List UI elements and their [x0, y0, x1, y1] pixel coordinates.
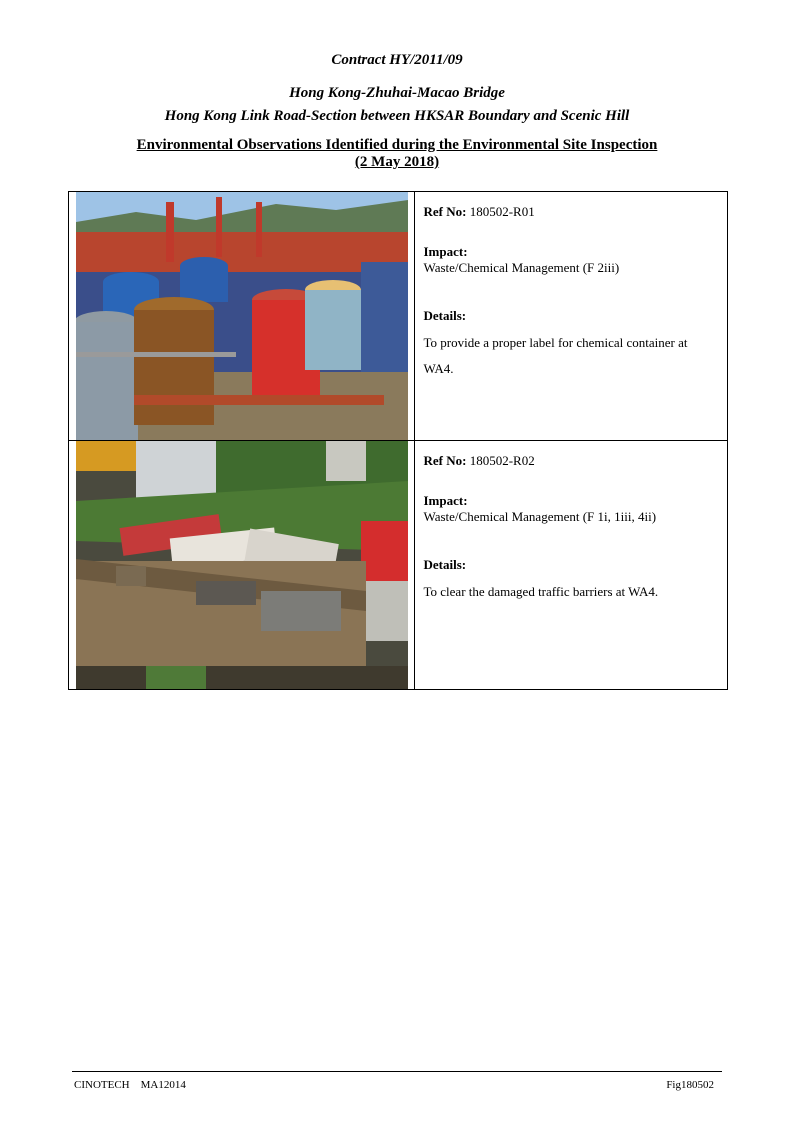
- project-heading: Hong Kong-Zhuhai-Macao Bridge: [289, 85, 505, 101]
- photo-cell: [69, 192, 415, 441]
- observation-details-cell: [415, 441, 728, 690]
- document-title-line1: Environmental Observations Identified during the Environmental Site Inspection: [136, 137, 658, 153]
- impact-label: Impact:: [423, 493, 468, 508]
- chemical-drums-photo: [76, 192, 408, 440]
- damaged-traffic-barriers-photo: [76, 441, 408, 689]
- observation-row: [69, 441, 728, 690]
- contract-heading: Contract HY/2011/09: [331, 52, 463, 68]
- footer-divider: [72, 1071, 722, 1072]
- details-value: To provide a proper label for chemical container at WA4.: [423, 335, 688, 376]
- observation-details-cell: [415, 192, 728, 441]
- ref-line: [423, 453, 719, 469]
- details-label: Details:: [423, 308, 467, 323]
- impact-value: Waste/Chemical Management (F 1i, 1iii, 4ii): [423, 509, 657, 524]
- section-heading: Hong Kong Link Road-Section between HKSAR Boundary and Scenic Hill: [164, 108, 630, 124]
- footer-figure-number: Fig180502: [666, 1079, 714, 1091]
- details-value: To clear the damaged traffic barriers at WA4.: [423, 584, 659, 599]
- footer-company-ref: CINOTECH MA12014: [74, 1079, 186, 1091]
- photo-cell: [69, 441, 415, 690]
- ref-line: [423, 204, 719, 220]
- observation-row: [69, 192, 728, 441]
- impact-label: Impact:: [423, 244, 468, 259]
- impact-value: Waste/Chemical Management (F 2iii): [423, 260, 620, 275]
- observations-table: [68, 191, 728, 690]
- document-title-date: (2 May 2018): [354, 154, 440, 170]
- details-label: Details:: [423, 557, 467, 572]
- ref-number: 180502-R01: [469, 204, 535, 219]
- ref-label: Ref No:: [423, 204, 467, 219]
- document-title: [0, 137, 794, 171]
- ref-label: Ref No:: [423, 453, 467, 468]
- ref-number: 180502-R02: [469, 453, 535, 468]
